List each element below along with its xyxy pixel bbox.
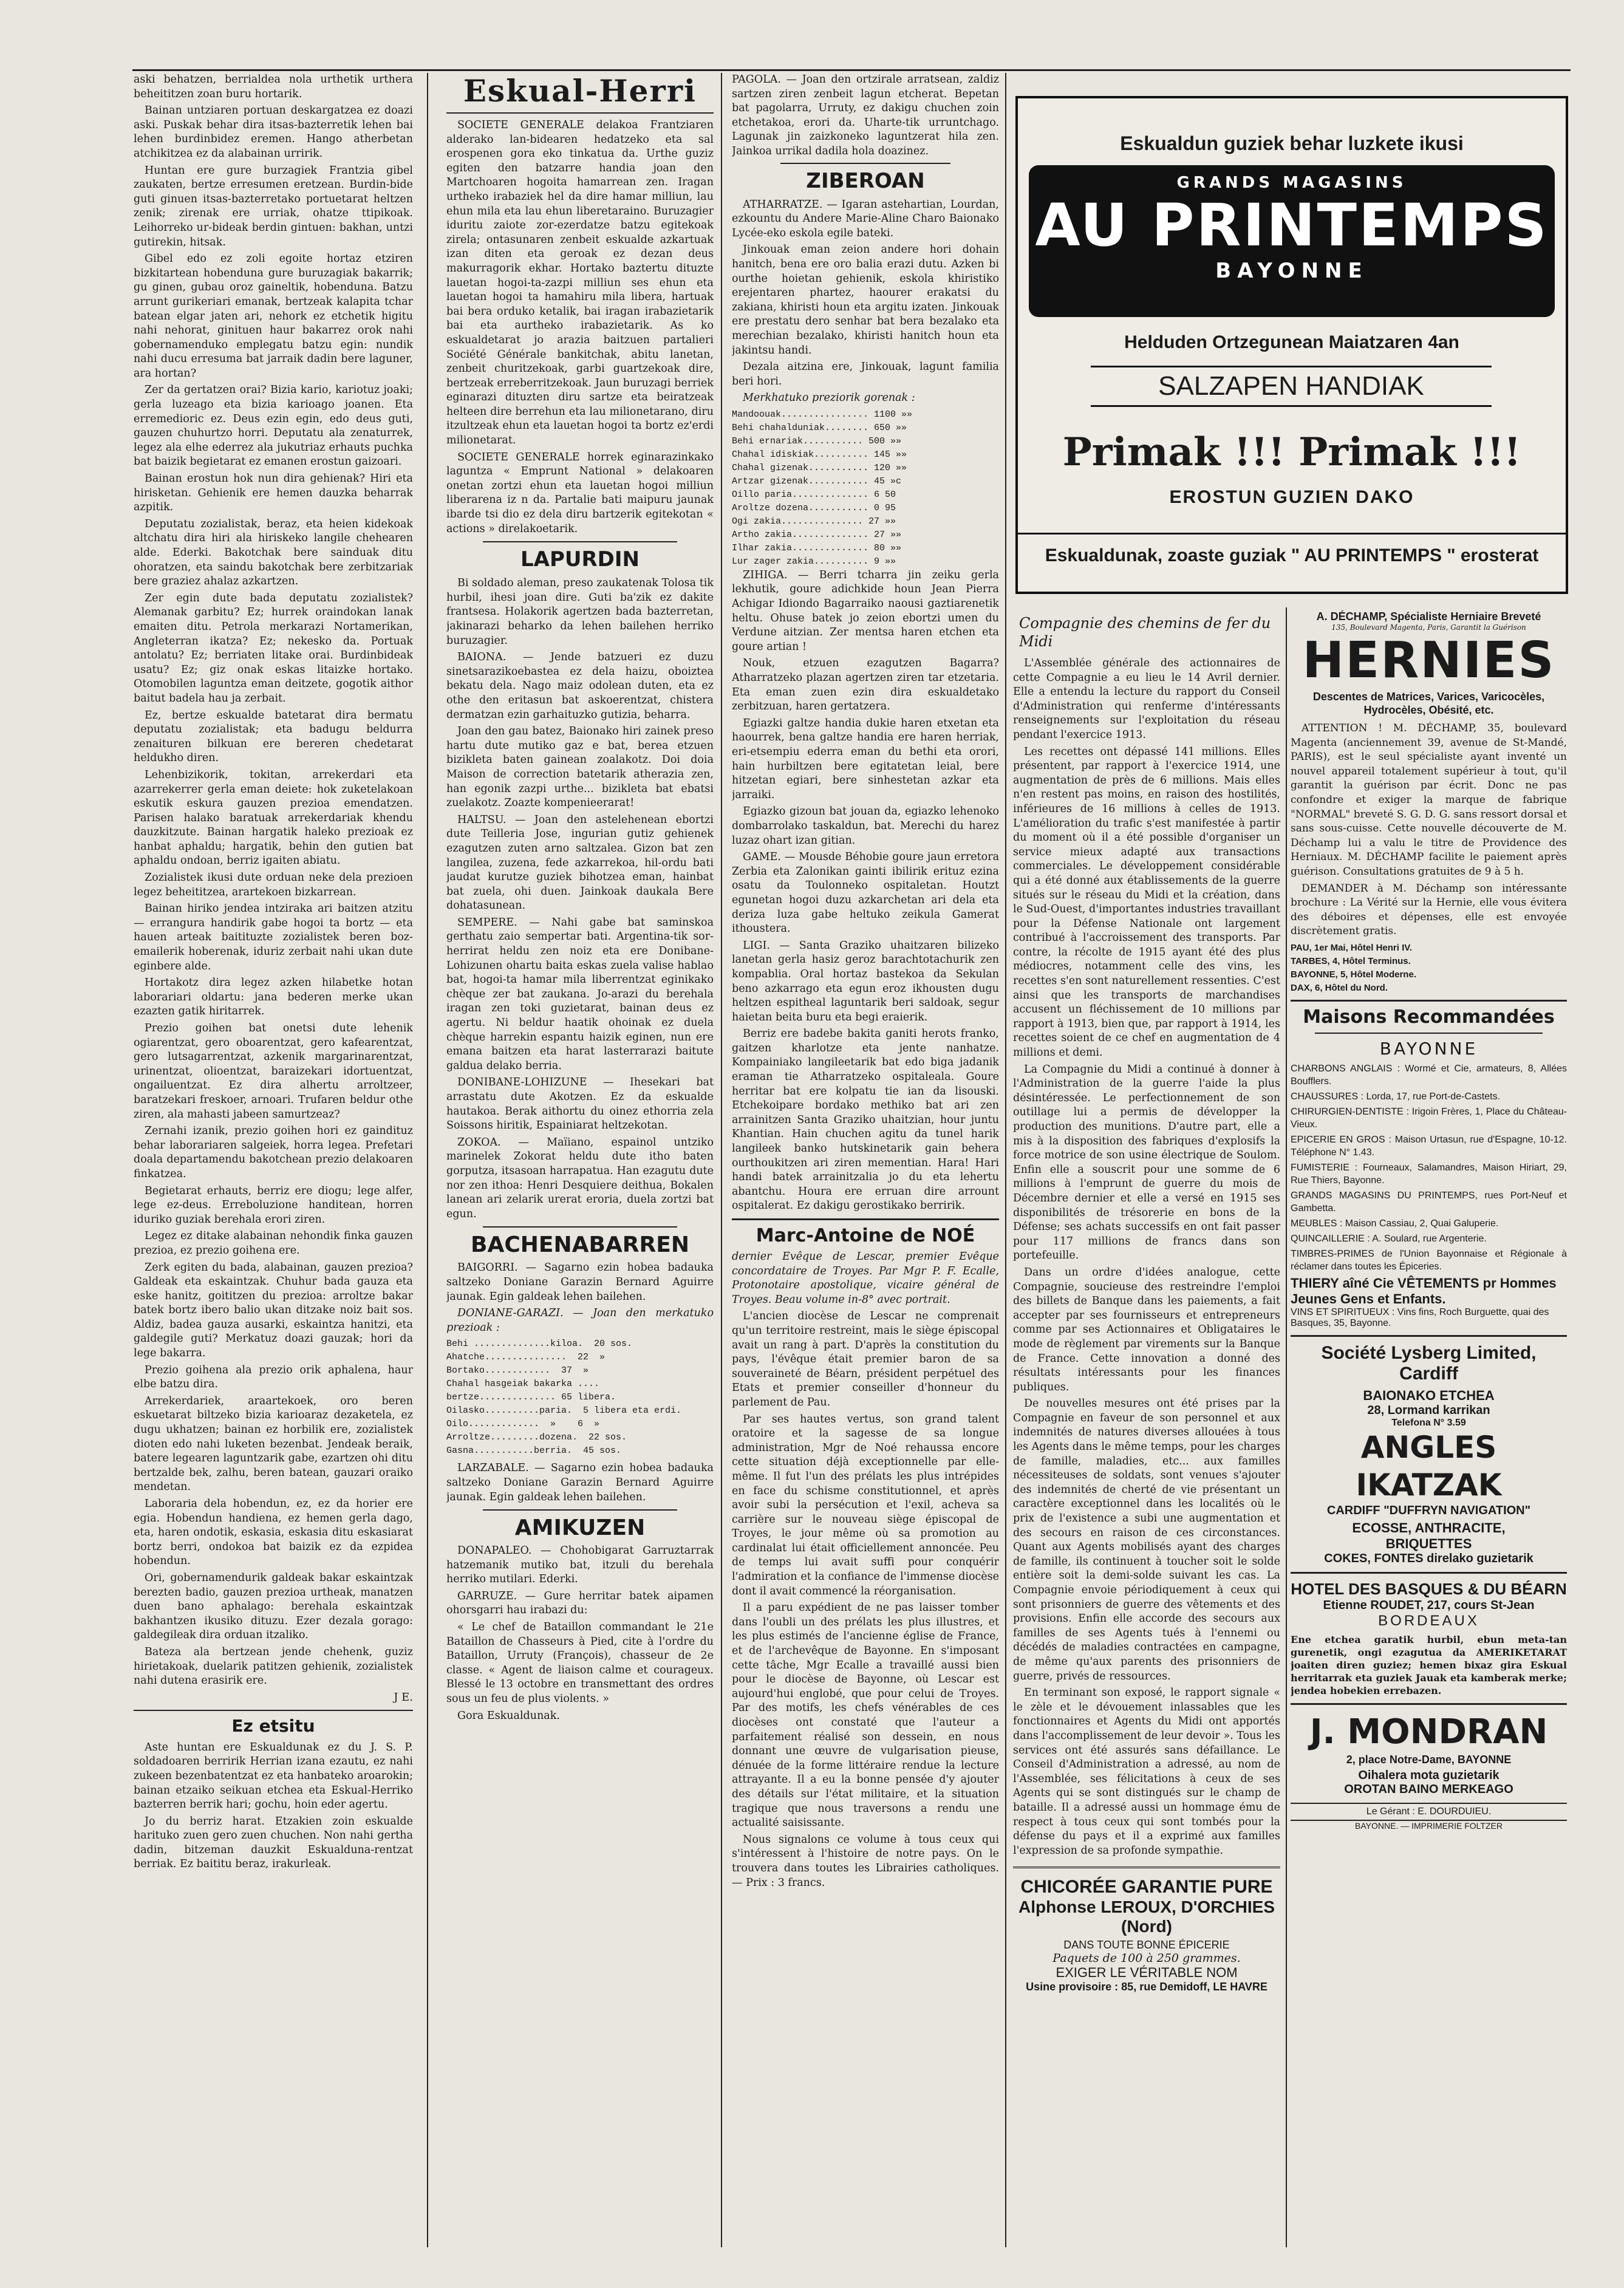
eskual-herri-title: Eskual-Herri	[446, 73, 714, 114]
chicoree-line-4: Paquets de 100 à 250 grammes.	[1053, 1952, 1241, 1965]
paragraph: Zerk egiten du bada, alabainan, gauzen prezioa? Galdeak eta eskaintzak. Chuhur bada gauza eta eske hanitz, goititzen du prezioa: arroltze bakar batek bortz ibero balio ukan ditzake noiz bait sos. Aldiz, badea gauza ausarki, eskaintza hanitzi, eta galdegile guti? Merkatuz doazi gauzak; hori da lege bakarra.	[134, 1261, 413, 1360]
lysberg-telephone: Telefona N° 3.59	[1391, 1417, 1466, 1428]
paragraph: Legez ez ditake alabainan nehondik finka gauzen prezioa, ez prezio goihena ere.	[134, 1230, 413, 1257]
ziberoan-title: ZIBEROAN	[806, 168, 925, 193]
paragraph: Dezala aitzina ere, Jinkouak, lagunt familia beri hori.	[732, 361, 999, 388]
column-rule-3	[1005, 73, 1006, 2247]
paragraph: Jinkouak eman zeion andere hori dohain hanitch, bena ere oro balia erazi dutu. Azken bi ourthe hoietan gehienik, eskola khiristiko erejentaren phartez, haourer erakatsi du zakiana, khiristi houn eta argitu izaten. Jinkouak ere prestatu dero senhar bat bera bezalako eta merechian bezalako, khiristi hanitch houn eta jakintsu handi.	[732, 244, 999, 357]
printemps-arc-bottom: BAYONNE	[1215, 259, 1368, 283]
paragraph: DONIBANE-LOHIZUNE — Ihesekari bat arrastatu dute Akotzen. Ez da eskualde hautakoa. Berak aithortu du oinez ethorria zela Soissons hiritik, Espainiarat heltzekotan.	[446, 1076, 714, 1132]
market-row: bertze.............. 65 libera.	[446, 1392, 616, 1403]
mondran-name: J. MONDRAN	[1309, 1712, 1548, 1752]
market-row: Behi ..............kiloa. 20 sos.	[446, 1339, 633, 1350]
market-row: Aroltze dozena........... 0 95	[732, 502, 896, 513]
imprimerie: BAYONNE. — IMPRIMERIE FOLTZER	[1291, 1820, 1567, 1831]
market-row: Oilo............. » 6 »	[446, 1419, 600, 1430]
chicoree-line-3: DANS TOUTE BONNE ÉPICERIE	[1063, 1939, 1230, 1952]
column-1	[134, 73, 413, 2247]
paragraph: GAME. — Mousde Béhobie goure jaun erretora Zerbia eta Zalonikan gainti ibilirik erituz ezina osatu da Toulonneko ospitaletan. Houtzt egunetan hogoi duzu azkarchetan ari dela eta deriza luza gabe heltuko zeikula Gamerat ithoustera.	[732, 851, 999, 935]
paragraph: ZIHIGA. — Berri tcharra jin zeiku gerla lekhutik, goure adichkide houn Jean Pierra Achigar Idiondo Bagarraiko naousi gaztiarenetik heltu. Ohuse batek jo zeion ebortzi umen du Verdune aitzian. Zer mentsa haren etchen eta goure artian !	[732, 569, 999, 653]
market-row: Oilasko..........paria. 5 libera eta erdi.	[446, 1405, 682, 1416]
paragraph: L'ancien diocèse de Lescar ne comprenait qu'un territoire restreint, mais le siège épiscopal avait un rang à part. D'après la constitution du pays, l'évêque était premier baron de sa souveraineté de Béarn, président perpétuel des Etats et premier conseiller d'honneur du parlement de Pau.	[732, 1310, 999, 1409]
intro-text: aski behatzen, berrialdea nola urthetik urthera beheititzen zoan buru hortarik.	[134, 73, 413, 100]
paragraph: ATHARRATZE. — Igaran astehartian, Lourdan, ezkountu du Andere Marie-Aline Charo Baionako Lycée-eko eskola egile bateki.	[732, 198, 999, 239]
paragraph: SEMPERE. — Nahi gabe bat saminskoa gerthatu zaio sempertar bati. Argentina-tik sor-herrirat heldu zen noiz eta ere Donibane-Lohizunen ohartu baita eskas zuela valise hablao bat, hogoi-ta hamar mila liberrentzat eginikako chèque zer bat zaukana. Jo-arazi du berehala iragan zen toki guzietarat, bainan deus ez agertu. Ni beldur haatik ohoinak ez duela chèque harrekin espantu haizik eginen, nun ere emana baitzen eta harat lasterrarazi baitute galdua delako berria.	[446, 916, 714, 1072]
thiery-sub: VINS ET SPIRITUEUX : Vins fins, Roch Burguette, quai des Basques, 35, Bayonne.	[1291, 1306, 1549, 1328]
printemps-ad	[1015, 96, 1568, 594]
paragraph: SOCIETE GENERALE horrek eginarazinkako laguntza « Emprunt National » delakoaren onetan zortzi ehun eta lauetan hogoi milliun liberarena iz n da. Partalie bati maipuru jaunak ibarde tsi dio ez dela diru bartzerik egitekotan « actions » direlakoetarik.	[446, 451, 714, 535]
noe-article	[732, 1310, 999, 1890]
paragraph: Zernahi izanik, prezio goihen hori ez gaindituz behar laborariaren salgeiek, horra legea. Prefetari doala departamendu bakotchean prezio delakoaren finkatzea.	[134, 1125, 413, 1180]
market-row: Artho zakia.............. 27 »»	[732, 529, 902, 540]
lysberg-name: Société Lysberg Limited, Cardiff	[1321, 1342, 1537, 1384]
market-row: Artzar gizenak........... 45 »c	[732, 476, 902, 487]
noe-subtitle: dernier Evêque de Lescar, premier Evêque concordataire de Troyes. Par Mgr P. F. Ecalle, Protonotaire apostolique, vicaire général de Troyes. Beau volume in-8° avec portrait.	[732, 1251, 999, 1306]
mondran-address: 2, place Notre-Dame, BAYONNE	[1346, 1753, 1512, 1766]
lysberg-address: 28, Lormand karrikan	[1367, 1403, 1490, 1417]
maison-row: GRANDS MAGASINS DU PRINTEMPS, rues Port-Neuf et Gambetta.	[1291, 1190, 1567, 1214]
lysberg-cardiff: CARDIFF "DUFFRYN NAVIGATION"	[1326, 1503, 1531, 1517]
maisons-list	[1291, 1062, 1567, 1273]
pagola-text: PAGOLA. — Joan den ortzirale arratsean, zaldiz sartzen ziren zenbeit lagun etcherat. Bepetan bat pagolarra, Urruty, ez dakigu chuchen zoin etchetakoa, erori da. Uharte-tik urruntchago. Lagunak jin zaizkoneko laguntzerat hila zen. Jainkoa urrikal dadila hola doazinez.	[732, 73, 999, 157]
amikuzen-title: AMIKUZEN	[514, 1515, 646, 1541]
paragraph: Lehenbizikorik, tokitan, arrekerdari eta azarrekerrer gerla eman deiete: hok zuketelakoan eskutik eskura gauzen prezioa emendatzen. Parisen halako baratuak arrekerdariak khendu dauzkitzute. Bainan hargatik haleko prezioak ez hanbat aphaldu; hargatik, behin den gutien bat aphaldu ondoan, berriz igaiten abiatu.	[134, 768, 413, 867]
column-4-left	[1013, 610, 1280, 2250]
paragraph: ZOKOA. — Maïiano, espainol untziko marinelek Zokorat heldu dute itho baten gorputza, itsasoan harrapatua. Han ezagutu dute nor zen ithoa: Henri Desquiere deithua, Bokalen lanean ari zelarik urerat eroria, duela zortzi bat egun.	[446, 1136, 714, 1220]
hotel-owner: Etienne ROUDET, 217, cours St-Jean	[1323, 1598, 1535, 1612]
bachenabarren-title: BACHENABARREN	[471, 1232, 689, 1258]
midi-title: Compagnie des chemins de fer du Midi	[1019, 615, 1271, 650]
market-row: Chahal hasgeiak bakarka ....	[446, 1379, 600, 1390]
hernies-subtitle: Descentes de Matrices, Varices, Varicocèles, Hydrocèles, Obésité, etc.	[1312, 691, 1545, 716]
town-row: PAU, 1er Mai, Hôtel Henri IV.	[1291, 942, 1413, 953]
paragraph: Deputatu zozialistak, beraz, eta heien kidekoak altchatu dira hiri ala hiriskeko langile chehearen alde. Ederki. Bakotchak bere sainduak ditu ohoratzen, eta saindu bakotchak bere zerbitzariak bere graziez ahalaz azkartzen.	[134, 517, 413, 588]
hernies-body: ATTENTION ! M. DÉCHAMP, 35, boulevard Magenta (anciennement 39, avenue de St-Mandé, PARIS), est le seul spécialiste ayant inventé un nouvel appareil totalement supérieur à tout, qu'il garantit la guérison par écrit. Donc ne pas confondre et exiger la marque de fabrique "NORMAL" breveté S. G. D. G. sans ressort dorsal et sans sous-cuisse. Cette nouvelle découverte de M. Déchamp lui a valu le titre de Providence des Herniaux. M. DÉCHAMP facilite le paiement après guérison. Consultations gratuites de 9 à 5 h.	[1291, 722, 1567, 878]
column-3	[732, 73, 999, 2247]
paragraph: Laboraria dela hobendun, ez, ez da horier ere egia. Hobendun handiena, ez hemen gerla dago, eta, haren ondotik, eskasia, eskasia ditu eskasiarat bortz berri, ondokoa bat baizik ez da ezpidea hobendun.	[134, 1498, 413, 1568]
ziberoan-article-2	[732, 569, 999, 1214]
town-row: BAYONNE, 5, Hôtel Moderne.	[1291, 969, 1416, 980]
paragraph: De nouvelles mesures ont été prises par la Compagnie en faveur de son personnel et aux indemnités de natures diverses allouées à tous les Agents dans le même temps, pour les charges de famille, maladies, etc... aux familles nécessiteuses de soldats, sont venues s'ajouter des indemnités de cherté de vie présentant un caractère exceptionnel dans les localités où le prix de l'existence a subi une augmentation et des secours en raison de ces circonstances. Quant aux Agents mobilisés ayant des charges de famille, ils continuent à toucher soit le solde entière soit la demi-solde suivant les cas. La Compagnie envoie périodiquement à ceux qui sont prisonniers de guerre des vêtements et des provisions. Enfin elle accorde des secours aux familles de ses Agents tués à l'ennemi ou décédés de maladies contractées en campagne, de même qu'aux parents des prisonniers de guerre, privés de ressources.	[1013, 1398, 1280, 1682]
market-row: Behi ernariak........... 500 »»	[732, 435, 902, 446]
maison-row: EPICERIE EN GROS : Maison Urtasun, rue d'Espagne, 10-12. Téléphone N° 1.43.	[1291, 1134, 1567, 1158]
paragraph: DONAPALEO. — Chohobigarat Garruztarrak hatzemanik mutiko bat, itzuli du berehala herriko mutilari. Ederki.	[446, 1545, 714, 1586]
hotel-city: BORDEAUX	[1378, 1612, 1479, 1629]
paragraph: Zer egin dute bada deputatu zozialistek? Alemanak garbitu? Ez; hurrek oraindokan lanak emaiten ditu. Petrola merkarazi Nortamerikan, Angleterran ikatza? Ez; nekesko da. Portuak antolatu? Ez; berriaten litake orai. Burdinbideak usatu? Ez; giz onak eskas litaizke hortako. Otomobilen laguntza eman deitzete, gogotik aithor baitut badela hau ja zerbait.	[134, 592, 413, 705]
paragraph: Zozialistek ikusi dute orduan neke dela prezioen legez beheititzea, arartekoen bizkarrean.	[134, 872, 413, 898]
ez-etsitu-title: Ez etsitu	[231, 1715, 315, 1736]
paragraph: BAIGORRI. — Sagarno ezin hobea badauka saltzeko Doniane Garazin Bernard Aguirre jaunak. Egin galdeak lehen bailehen.	[446, 1262, 714, 1303]
chicoree-line-5: EXIGER LE VÉRITABLE NOM	[1056, 1965, 1238, 1981]
signature: J E.	[394, 1690, 413, 1704]
paragraph: Egiazko gizoun bat jouan da, egiazko lehenoko dombarrolako taskaldun, bat. Merechi du harez luzaz ohart izan gitian.	[732, 805, 999, 847]
paragraph: La Compagnie du Midi a continué à donner à l'Administration de la guerre l'aide la plus désintéressée. Le perfectionnement de son outillage lui a permis de développer la production des munitions. D'autre part, elle a mis à la disposition des fabriques d'explosifs la force motrice de son usine électrique de Soulom. Enfin elle a souscrit pour une somme de 6 millions à l'emprunt de guerre du mois de Décembre dernier et elle a versé en 1915 ses disponibilités de trésorerie en bons de la Défense; ses achats successifs en ont fait passer pour 117 millions de francs dans son portefeuille.	[1013, 1063, 1280, 1262]
paragraph: Zer da gertatzen orai? Bizia kario, kariotuz joaki; gerla luzeago eta bizia karioago joanen. Eta erremedioric ez. Deus ezin egin, edo deus guti, gauzen chuhurtzo horri. Deputatu ala zenaturrek, legez ala elhe ederrez ala jukutriaz erhauts puchka bat baizik begietarat ez emanen erostun gaizoari.	[134, 384, 413, 468]
column-2	[446, 73, 714, 2247]
maison-row: TIMBRES-PRIMES de l'Union Bayonnaise et Régionale à réclamer dans toutes les Épiceries.	[1291, 1248, 1567, 1272]
market-row: Ogi zakia............... 27 »»	[732, 516, 896, 527]
town-row: DAX, 6, Hôtel du Nord.	[1291, 982, 1388, 993]
paragraph: Hortakotz dira legez azken hilabetke hotan laborariari oldartu: jana bederen merke ukan ezazten gatik hiritarrek.	[134, 977, 413, 1018]
hotel-basques-ad	[1291, 1580, 1567, 1697]
market-row: Behi chahalduniak........ 650 »»	[732, 422, 907, 433]
hotel-title: HOTEL DES BASQUES & DU BÉARN	[1291, 1579, 1567, 1598]
column-rule-1	[427, 73, 428, 2247]
paragraph: LIGI. — Santa Graziko uhaitzaren bilizeko lanetan gerla hasiz geroz barachtotachurik zen kompablia. Oral hortaz bastekoa da Sekulan beno azkarrago eta egun eroz ikhousten dugu heltzen espitheal laguntarik beri saldoak, segur haietan beita buru eta begi eraierik.	[732, 939, 999, 1023]
paragraph: Arrekerdariek, araartekoek, oro beren eskuetarat biltzeko bizia karioaraz dezaketela, ez dugu ukhatzen; bainan ez horbilik ere, zozialistek dioten edo nahi luketen bezenbat. Jendeak beraik, batere legearen laguntzarik gabe, ezartzen ohi ditu bertzalde bek, zalhu, beren batean, gauzari oraiko mendetan.	[134, 1395, 413, 1494]
paragraph: Bi soldado aleman, preso zaukatenak Tolosa tik hurbil, ihesi joan dire. Guti ba'zik ez dakite frantsesa. Holakorik agertzen bada bazterretan, jakinarazi beharko da lehen bailehen herriko buruzagier.	[446, 577, 714, 647]
maison-row: CHARBONS ANGLAIS : Wormé et Cie, armateurs, 8, Allées Boufflers.	[1291, 1063, 1567, 1087]
paragraph: GARRUZE. — Gure herritar batek aipamen ohorsgarri hau irabazi du:	[446, 1590, 714, 1617]
amikuzen-article	[446, 1544, 714, 1723]
paragraph: Ori, gobernamendurik galdeak bakar eskaintzak berezten badio, gauzen prezioa urtheak, manatzen duen bano aphalago: berehala eskaintzak bakhantzen ikusiko dituzu. Ezer dezala gorago: galdegileak dira orduan itzaliko.	[134, 1571, 413, 1642]
lapurdi-article	[446, 576, 714, 1221]
hernies-title: HERNIES	[1302, 632, 1555, 689]
printemps-logo	[1029, 165, 1555, 317]
paragraph: Huntan ere gure burzagiek Frantzia gibel zaukaten, bertze erresumen eretzean. Burdin-bide guti ginuen itsas-bazterretako portuetarat heltzen zenik; zirenak ere urriak, ohatze ttipikoak. Leihorreko ur-bideak berdin gintuen: bakhan, untzi gutirekin, hitsak.	[134, 164, 413, 248]
paragraph: Jo du berriz harat. Etzakien zoin eskualde harituko zuen gero zuen chuchen. Non nahi gertha dadin, bitzeman dauzkit Eskualduna-rentzat berriak. Ez baititu beraz, irakurleak.	[134, 1815, 413, 1871]
maison-row: CHIRURGIEN-DENTISTE : Irigoin Frères, 1, Place du Château-Vieux.	[1291, 1106, 1567, 1130]
article-zozialistak	[134, 104, 413, 1689]
market-row: Gasna...........berria. 45 sos.	[446, 1446, 622, 1456]
printemps-arc-top: GRANDS MAGASINS	[1176, 174, 1407, 192]
maison-row: MEUBLES : Maison Cassiau, 2, Quai Galuperie.	[1291, 1218, 1499, 1229]
thiery-title: THIERY aîné Cie VÊTEMENTS pr Hommes Jeunes Gens et Enfants.	[1291, 1275, 1557, 1306]
market-row: Oillo paria.............. 6 50	[732, 489, 896, 500]
ez-etsitu-article	[134, 1741, 413, 1872]
paragraph: Il a paru expédient de ne pas laisser tomber dans l'oubli un des prélats les plus illustres, et les plus estimés de l'ancienne église de France, et de l'archevêque de Bayonne. En s'imposant cette tâche, Mgr Ecalle a travaillé aussi bien pour le diocèse de Bayonne, où Lescar est aujourd'hui englobé, que pour celui de Troyes. Par des motifs, les chefs vénérables de ces diocèses ont constaté que l'auteur a parfaitement réalisé son dessein, en nous donnant une œuvre de vulgarisation pieuse, dénuée de la forme littéraire rendue la lecture attrayante. Il a eu la bonne pensée d'y ajouter des détails sur l'état militaire, et la situation tragique que nous traversons a rendu une actualité saisissante.	[732, 1602, 999, 1829]
market-row: Mandoouak................ 1100 »»	[732, 409, 913, 420]
bachenabarren-article	[446, 1261, 714, 1304]
eskual-herri-article	[446, 118, 714, 536]
paragraph: « Le chef de Bataillon commandant le 21e Bataillon de Chasseurs à Pied, cite à l'ordre du Bataillon, Urruty (François), chasseur de 2e classe. « Agent de liaison calme et courageux. Blessé le 13 octobre en transmettant des ordres sous un feu de plus violents. »	[446, 1621, 714, 1706]
maison-row: FUMISTERIE : Fourneaux, Salamandres, Maison Hiriart, 29, Rue Thiers, Bayonne.	[1291, 1162, 1567, 1186]
chicoree-line-1: CHICORÉE GARANTIE PURE	[1020, 1877, 1273, 1897]
chicoree-line-2: Alphonse LEROUX, D'ORCHIES (Nord)	[1018, 1897, 1275, 1936]
maisons-city: BAYONNE	[1379, 1038, 1478, 1059]
printemps-primak: Primak !!! Primak !!!	[1062, 429, 1521, 475]
paragraph: Gibel edo ez zoli egoite hortaz etziren bizkitartean hobenduna gure buruzagiak bakarrik; gu ginen, gubau oroz gaineltik, hobenduna. Batzu arrunt gurikeriari emanak, bertzeak kalapita tchar batean elgar jaten ari, nehork ez etchetik higitu nahi nehorat, ginituen haur bakarrez orok nahi gobernamenduko emplegatu batzu egin: nundik nahi ducu erresuma bat jarraik dadin bere laguner, ara hortan?	[134, 253, 413, 380]
paragraph: Bateza ala bertzean jende chehenk, guziz hirietakoak, duelarik patitzen gehienik, zozialistek nahi dutena erasirik ere.	[134, 1645, 413, 1687]
printemps-erostun: EROSTUN GUZIEN DAKO	[1169, 487, 1414, 507]
column-rule-2	[721, 73, 722, 2247]
paragraph: BAIONA. — Jende batzueri ez duzu sinetsarazikoebastea ez dela haizu, oboiztea bekatu dela. Nago maiz odolean duten, eta ez othe den eritasun bat askoerentzat, chistera dermatzan ezin garhaituzko gutizia, beharra.	[446, 651, 714, 721]
hernies-towns	[1291, 941, 1567, 995]
paragraph: Nous signalons ce volume à tous ceux qui s'intéressent à l'histoire de notre pays. On le trouvera dans toutes les Librairies catholiques. — Prix : 3 francs.	[732, 1833, 999, 1889]
market-row: Bortako............ 37 »	[446, 1365, 589, 1376]
paragraph: Prezio goihena ala prezio orik aphalena, haur elbe batzu dira.	[134, 1364, 413, 1391]
paragraph: Dans un ordre d'idées analogue, cette Compagnie, soucieuse des restreindre l'emploi des billets de Banque dans les paiements, a fait accepter par ses fournisseurs et entrepreneurs comme par ses Actionnaires et Obligataires le mode de règlement par virements sur la Banque de France. Cette innovation a donné des résultats intéressants pour les finances publiques.	[1013, 1266, 1280, 1393]
market-row: Chahal gizenak........... 120 »»	[732, 462, 907, 473]
market-row: Arroltze.........dozena. 22 sos.	[446, 1432, 627, 1443]
paragraph: Gora Eskualdunak.	[457, 1709, 560, 1722]
maisons-title: Maisons Recommandées	[1303, 1006, 1555, 1028]
paragraph: Les recettes ont dépassé 141 millions. Elles présentent, par rapport à l'exercice 1914, une augmentation de près de 6 millions. Mais elles n'en restent pas moins, en raison des hostilités, inférieures de 16 millions à celles de 1913. L'amélioration du trafic s'est manifestée à partir du moment où il a été possible d'organiser un service mieux adapté aux transactions commerciales. Le développement considérable qui a été donné aux établissements de la guerre situés sur le réseau du Midi et la création, dans le Sud-Ouest, d'importantes industries travaillant pour la Défense Nationale ont largement contribué à l'accroissement des transports. Par contre, la récolte de 1915 ayant été des plus médiocres, notamment celle des vins, les recettes s'en sont naturellement ressenties. C'est ainsi que les transports de marchandises accusent un fléchissement de 10 millions par rapport à 1913, bien que, par rapport à 1914, les recettes soient de ce chef en augmentation de 4 millions et demi.	[1013, 745, 1280, 1059]
paragraph: Aste huntan ere Eskualdunak ez du J. S. P. soldadoaren berririk Herrian izana ezautu, ez nahi zukeen bezenbatentzat ez eta hanbateko aroarokin; bainan etzaiko seikuan etchea eta Eskual-Herriko bazterren berrik hari; gochu, hoin eder agertu.	[134, 1741, 413, 1811]
printemps-date: Helduden Ortzegunean Maiatzaren 4an	[1124, 332, 1459, 352]
ziberoan-market-table	[732, 408, 999, 569]
paragraph: Bainan erostun hok nun dira gehienak? Hiri eta hirisketan. Gehienik ere hemen dauzka beharrak azpitik.	[134, 473, 413, 514]
market-row: Ilhar zakia.............. 80 »»	[732, 542, 902, 553]
paragraph: Prezio goihen bat onetsi dute lehenik ogiarentzat, gero oboarentzat, gero kafearentzat, gero lutsagarrentzat, azkenik margarinarentzat, urinentzat, olioentzat, baraizekari idortuentzat, ongailuentzat. Ez dira alhertu arroltzeer, baratzekari freskoer, arnoari. Trufaren beldur othe ziren, ala mahasti jabeen samurtzeaz?	[134, 1022, 413, 1121]
market-title: DONIANE-GARAZI. — Joan den merkatuko prezioak :	[446, 1307, 714, 1334]
ziberoan-article	[732, 198, 999, 389]
paragraph: Berriz ere badebe bakita ganiti herots franko, gaitzen kharlotze eta jente nanhatze. Kompainiako langileetarik bat edo biga jadanik eraman tie Atharratzeko ospitaleala. Goure herritar bat ere kolpatu tie ian da lisouski. Etchekoipare bordako methiko bat ari zen arrainitzen Santa Graziko uhaitzian, hour juntu Khantian. Hain chuchen agitu da tunel harik langileek banko hutskinetarik gain behera ourthoukitzen ari ziren mementian. Hara! Hari handi batek arrainitzalia jo du eta lehertu abantchu. Houra ere erruan dire arrount ospitalerat. Ez dakigu gerostikako berririk.	[732, 1028, 999, 1212]
top-rule	[132, 69, 1571, 71]
maison-row: CHAUSSURES : Lorda, 17, rue Port-de-Castets.	[1291, 1091, 1501, 1102]
lysberg-line-3: COKES, FONTES direlako guzietarik	[1324, 1551, 1534, 1565]
column-rule-4	[1286, 607, 1287, 2247]
maison-row: QUINCAILLERIE : A. Soulard, rue Argenterie.	[1291, 1233, 1487, 1244]
market-table	[446, 1337, 714, 1458]
larzabale-text: LARZABALE. — Sagarno ezin hobea badauka saltzeko Doniane Garazin Bernard Aguirre jaunak. Egin galdeak lehen bailehen.	[446, 1462, 714, 1503]
hotel-body: Ene etchea garatik hurbil, ebun meta-tan gurenetik, ongi ezagutua da AMERIKETARAT joaiten diren guziez; hemen bixaz gira Eskual herritarrak eta guziek Jauak eta kamberak merke; jendea hobekien errebazen.	[1291, 1633, 1567, 1696]
paragraph: Nouk, etzuen ezagutzen Bagarra? Atharratzeko plazan agertzen ziren tar etzetaria. Eta eman zuen ezin dira eskualdetako zerbitzuan, haren gertatzera.	[732, 657, 999, 713]
paragraph: Ez, bertze eskualde batetarat dira bermatu deputatu zozialistak; eta badugu beldurra zenaituren bilkuan ere bereren chedetarat heldukho diren.	[134, 709, 413, 765]
noe-title: Marc-Antoine de NOÉ	[756, 1225, 975, 1246]
mondran-line-1: Oihalera mota guzietarik	[1358, 1768, 1499, 1782]
lapurdi-title: LAPURDIN	[520, 547, 640, 572]
paragraph: Egiazki galtze handia dukie haren etxetan eta haourrek, bena galtze handia ere haren herriak, eri-etsempiu ederra eman du bethi eta orori, hain hurbiltzen bere egitatetan leial, bere hitzetan egiari, bere sinhestetan azkar eta jarraiki.	[732, 717, 999, 801]
hernies-top: A. DÉCHAMP, Spécialiste Herniaire Breveté	[1316, 610, 1541, 623]
lysberg-ad	[1291, 1343, 1567, 1566]
hernies-ad	[1291, 610, 1567, 995]
mondran-ad	[1291, 1711, 1567, 1797]
chicoree-ad	[1013, 1866, 1280, 1993]
town-row: TARBES, 4, Hôtel Terminus.	[1291, 955, 1411, 966]
paragraph: En terminant son exposé, le rapport signale « le zèle et le dévouement inlassables que les fonctionnaires et Agents du Midi ont apportés dans l'accomplissement de leur devoir ». Tous les services ont été assurés sans défaillance. Le Conseil d'Administration a adressé, au nom de l'Assemblée, ses félicitations à ceux de ses Agents qui se sont distingués sur le champ de bataille. Il a adressé aussi un hommage ému de respect à tous ceux qui sont tombés pour la défense du pays et il a exprimé aux familles l'expression de sa profonde sympathie.	[1013, 1687, 1280, 1857]
printemps-name: AU PRINTEMPS	[1035, 191, 1549, 259]
column-4-right-ads	[1291, 610, 1567, 2250]
hernies-demander: DEMANDER à M. Déchamp son intéressante brochure : La Vérité sur la Hernie, elle vous évitera des déboires et dépenses, elle est envoyée discrètement gratis.	[1291, 882, 1567, 938]
lysberg-line-1: ECOSSE, ANTHRACITE,	[1352, 1520, 1506, 1535]
hernies-address: 135, Boulevard Magenta, Paris, Garantit la Guérison	[1331, 623, 1526, 632]
paragraph: Begietarat erhauts, berriz ere diogu; lege alfer, lege ez-deus. Erreboluzione handitean, horren iduriko guziak berehala erori ziren.	[134, 1184, 413, 1226]
lysberg-line-2: BRIQUETTES	[1385, 1535, 1472, 1551]
printemps-bottom: Eskualdunak, zoaste guziak " AU PRINTEMPS " erosterat	[1018, 533, 1566, 566]
paragraph: Joan den gau batez, Baionako hiri zainek preso hartu dute mutiko gaz e bat, berea etzuen bizikleta baten gainean zoalakotz. Doi doia Maison de correction batetarik atherazia zen, han egonik zazpi urthe... bizikleta bat ebatsi zuelakotz. Zoazte kompenieerarat!	[446, 725, 714, 810]
market-row: Ahatche............... 22 »	[446, 1352, 606, 1363]
printemps-top-line: Eskualdun guziek behar luzkete ikusi	[1120, 132, 1464, 154]
paragraph: Bainan untziaren portuan deskargatzea ez doazi aski. Puskak behar dira itsas-bazterretik lehen bai lehen burdinbidez eremen. Hango atherbetan atchikitzea ez da alabainan urririk.	[134, 104, 413, 160]
market-row: Chahal idiskiak.......... 145 »»	[732, 449, 907, 460]
market-row: Lur zager zakia.......... 9 »»	[732, 556, 896, 567]
midi-article	[1013, 657, 1280, 1858]
paragraph: L'Assemblée générale des actionnaires de cette Compagnie a eu lieu le 14 Avril dernier. Elle a entendu la lecture du rapport du Conseil d'Administration qui renferme d'intéressants renseignements sur l'exploitation du réseau pendant l'exercice 1913.	[1013, 657, 1280, 741]
lysberg-agent: BAIONAKO ETCHEA	[1363, 1387, 1495, 1403]
paragraph: SOCIETE GENERALE delakoa Frantziaren alderako lan-bidearen hedatzeko eta sal erospenen gora eko tinkatua da. Urthe guziz egiten den batzarre handia joan den Martchoaren hogoita hamarrean zen. Iragan urtheko irabaziek hel da dire hamar milliun, lau ehun mila eta lau ehun liberetaraino. Buruzagier iduritu zaiote zor-ezerdatze batzu egitekoak zirela; ontasunaren zenbeit eskualde azkartuak izan diten eta geroak ez dezan deus makurragorik ekhar. Hortako baztertu dituzte lauetan hogoi-ta-zazpi milliun ses ehun eta lauetan hogoi ta hamahiru mila libera, hartuak bai bera orduko ketalik, bai iragan irabazietarik bai eta aurtheko irabazietarik. As ko eskualdetarat jo arazia baitzuen partalieri Société Générale bankitchak, abitu lanetan, zenbeit churitzekoak, garbi guartzekoak dire, bertzeak erreberritzekoak. Jaun buruzagi berriek eginarazi dituzten diru sartze eta beiratzeak helteen dire berrehun eta lau milionetarano, diru itzultzeak ehun eta lauetan hogoi ta bortz ez'erdi milionetarat.	[446, 119, 714, 447]
paragraph: HALTSU. — Joan den astelehenean ebortzi dute Teilleria Jose, ingurian gutiz gehienek ezagutzen zuten arno saltzalea. Gizon bat zen langilea, zuzena, fede azkarrekoa, hil-ordu bati jaudat kurutze guziek bihotzea eman, hainbat bat zuela, ohi duen. Jainkoak daukala Bere dohatasunean.	[446, 813, 714, 912]
mondran-line-2: OROTAN BAINO MERKEAGO	[1344, 1782, 1513, 1796]
lysberg-title: ANGLES IKATZAK	[1356, 1429, 1502, 1503]
ziberoan-market-title: Merkhatuko preziorik gorenak :	[743, 392, 915, 405]
chicoree-line-6: Usine provisoire : 85, rue Demidoff, LE HAVRE	[1026, 1981, 1267, 1993]
paragraph: Bainan hiriko jendea intziraka ari baitzen atzitu — errangura handirik gabe hogoi ta bortz — eta hauen arteak baitituzte zozialistek beren boz-emailerik hoberenak, iduriz zerbait nahi ukan dute eginbere alde.	[134, 903, 413, 972]
gerant: Le Gérant : E. DOURDUIEU.	[1366, 1806, 1492, 1817]
printemps-sale: SALZAPEN HANDIAK	[1091, 366, 1492, 407]
paragraph: Par ses hautes vertus, son grand talent oratoire et la sagesse de sa longue administration, Mgr de Noé rehaussa encore cette situation déjà exceptionnelle par elle-même. Il fut l'un des prélats les plus intrépides en face du schisme constitutionnel, et après avoir subi la persécution et l'exil, acheva sa carrière sur le nouveau siège épiscopal de Troyes, le jour même où sa promotion au cardinalat lui était officiellement annoncée. Peu de temps lui avait suffi pour conquérir l'admiration et la confiance de l'immense diocèse dont il avait commencé la réorganisation.	[732, 1413, 999, 1597]
